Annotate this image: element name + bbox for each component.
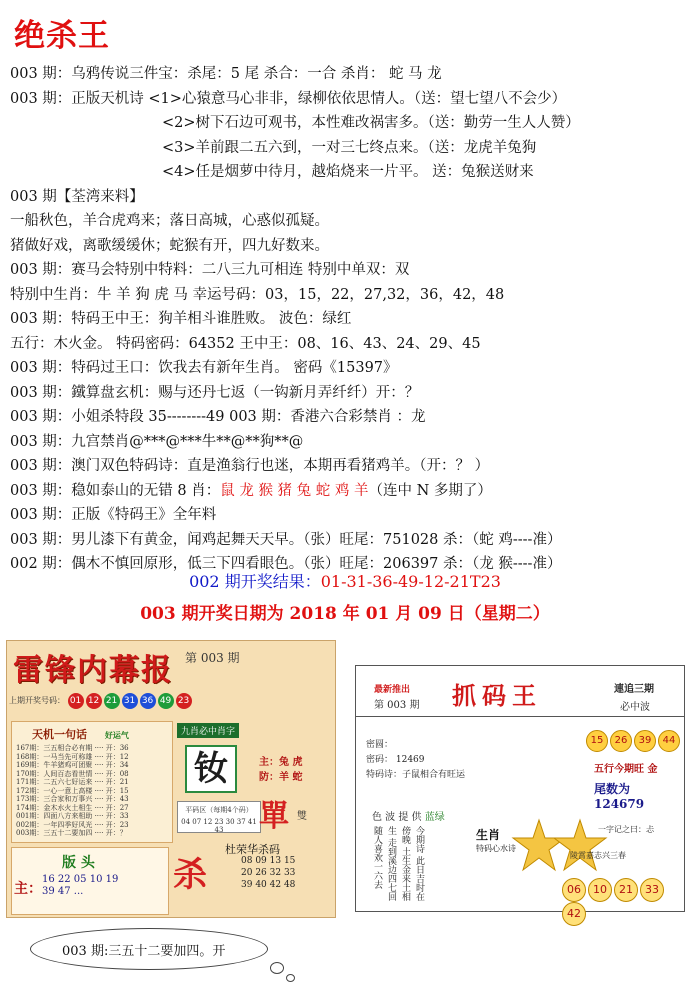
prev-draw-ball: 49 (158, 693, 174, 709)
ping-label: 平码区（每期4个码） (185, 806, 253, 814)
tianji-row: 168期：一马当先可称雄 ···· 开：12 (16, 752, 129, 761)
color-wave-tag: 蓝绿 (424, 812, 445, 823)
prediction-line-text: 003 期：小姐杀特段 35--------49 003 期：香港六合彩禁肖 ：龙 (10, 409, 426, 425)
tianji-title: 天机一句话 (32, 728, 87, 741)
banner-c-row: 39 47 ... (42, 886, 84, 897)
pick-number: 15 (586, 730, 608, 752)
poster-left-bottom (11, 847, 169, 915)
pick-number: 26 (610, 730, 632, 752)
sha-number-row: 20 26 32 33 (241, 868, 296, 878)
weishu-line: 尾数为 124679 (594, 782, 645, 811)
sha-numbers (241, 855, 295, 891)
pick-number: 44 (658, 730, 680, 752)
poem-title: 今期诗 (414, 826, 424, 853)
one-word-line: 一字记之曰：忐 (598, 825, 654, 834)
result-line (0, 570, 690, 595)
tianji-subtitle: 好运气 (104, 730, 129, 740)
prediction-line (10, 111, 686, 136)
prediction-line-text: 五行：木火金。 特码密码：64352 王中王：08、16、43、24、29、45 (10, 335, 481, 352)
prediction-line (10, 209, 686, 234)
poster-right-header (356, 666, 684, 717)
prediction-line (10, 185, 686, 210)
prediction-line-text: 002 期：偶木不慎回原形，低三下四看眼色。（张）旺尾：206397 杀：（龙 猴----准） (10, 556, 562, 572)
tianji-row: 003期：三五十二要加四 ···· 开：？ (16, 829, 127, 837)
prediction-line (10, 405, 686, 430)
sha-title: 杜荣华杀码 (225, 843, 280, 856)
zhu-text: 主：兔 虎 (259, 757, 303, 768)
tianji-row: 171期：二五六七好运来 ···· 开：21 (16, 778, 129, 786)
prediction-line-text: <4>任是烟萝中待月，越焰烧来一片平。 送：兔猴送财来 (162, 164, 534, 180)
poster-left-prev-draw (9, 693, 329, 715)
tianji-row: 001期：四面八方来相助 ···· 开：33 (16, 812, 129, 820)
wuxing-line: 五行今期旺 金 (594, 764, 658, 775)
prediction-line (10, 528, 686, 553)
tianji-row: 173期：三合家和万事兴 ···· 开：43 (16, 795, 129, 803)
prediction-line-red: 鼠 龙 猴 猪 兔 蛇 鸡 羊 (220, 482, 369, 499)
prediction-line-text: 003 期：男儿漆下有黄金，闻鸡起舞天天早。（张）旺尾：751028 杀：（蛇 鸡----准） (10, 531, 562, 548)
bi-label: 必中波 (620, 702, 650, 713)
color-wave-line (372, 808, 445, 823)
tianji-row: 174期：金木水火土相生 ···· 开：27 (16, 803, 129, 812)
zodiac-sub: 特码心水诗 (476, 844, 516, 853)
cloud-dot (270, 962, 284, 974)
prediction-line (10, 136, 686, 161)
zodiac-label (476, 826, 516, 854)
poster-right-info-row: 密码： 12469 (366, 755, 425, 765)
prediction-line (10, 62, 686, 87)
poem-text: 此日吉时在傍晚 土生金来土相生 走到溪边四七回 随人喜欢一六去 (372, 826, 424, 901)
prediction-line-text: 特别中生肖：牛 羊 狗 虎 马 幸运号码：03，15，22，27,32，36，42，48 (10, 286, 505, 303)
prediction-line (10, 258, 686, 283)
ling-line: 陵霄嘉志兴三春 (570, 851, 626, 860)
prev-draw-ball: 36 (140, 693, 156, 709)
prev-draw-ball: 31 (122, 693, 138, 709)
bottom-number: 06 (562, 878, 586, 902)
new-label: 最新推出 (374, 685, 411, 695)
prediction-line-text: 003 期：乌鸦传说三件宝：杀尾：5 尾 杀合：一合 杀肖： 蛇 马 龙 (10, 66, 442, 82)
prediction-line-text: 003 期：鐵算盘玄机：赐与还丹七返（一钩新月弄纤纤）开：？ (10, 384, 420, 401)
bottom-number: 21 (614, 878, 638, 902)
result-label: 002 期开奖结果： (189, 572, 321, 591)
bottom-number: 42 (562, 902, 586, 926)
poster-right-title: 抓码王 (452, 682, 542, 710)
prediction-line-text: <3>羊前跟二五六到，一对三七终点来。（送：龙虎羊兔狗 (162, 139, 537, 156)
prediction-line (10, 479, 686, 504)
prev-draw-ball: 21 (104, 693, 120, 709)
tianji-row: 170期：人间百态看世情 ···· 开：08 (16, 769, 129, 778)
prediction-line-text: 003 期【荃湾来料】 (10, 188, 144, 205)
poster-right-numbers (586, 730, 682, 752)
cloud-dot (286, 974, 295, 982)
zodiac-title: 生肖 (476, 828, 501, 842)
prediction-line (10, 332, 686, 357)
tianji-row: 172期：一心一意上高楼 ···· 开：15 (16, 786, 129, 795)
poster-right-info-row: 密圆： (366, 740, 394, 750)
poster-right-bottom-numbers (562, 878, 684, 926)
prediction-line-text: <2>树下石边可观书，本性难改祸害多。（送：勤劳一生人人赞） (162, 115, 580, 131)
next-draw-line: 003 期开奖日期为 2018 年 01 月 09 日（星期二） (140, 604, 550, 624)
nine-zodiac-tag: 九肖必中肖字 (177, 723, 239, 738)
prediction-line-text: 003 期：澳门双色特码诗：直是渔翁行也迷，本期再看猪鸡羊。（开：？ ） (10, 458, 490, 474)
kill-icon: 杀 (173, 855, 207, 895)
prediction-lines (10, 62, 686, 577)
prediction-line (10, 234, 686, 259)
prev-draw-ball: 23 (176, 693, 192, 709)
tianji-row: 002期：一年四季好风光 ···· 开：23 (16, 820, 129, 829)
prediction-line-text: 003 期：特码王中王：狗羊相斗谁胜败。 波色：绿红 (10, 311, 352, 327)
prediction-line (10, 307, 686, 332)
tianji-row (12, 838, 172, 847)
banner-a: 版 头 (62, 855, 95, 871)
fang-text: 防：羊 蛇 (259, 772, 303, 783)
sha-number-row: 08 09 13 15 (241, 856, 296, 866)
poster-right-issue: 第 003 期 (374, 700, 420, 711)
prediction-line (10, 503, 686, 528)
page-title: 绝杀王 (14, 18, 110, 54)
bottom-number: 33 (640, 878, 664, 902)
single-character: 單 (259, 799, 289, 834)
prev-draw-label: 上期开奖号码： (9, 696, 65, 705)
prediction-line-text: 003 期：九宫禁肖@***@***牛**@**狗**@ (10, 433, 304, 450)
prediction-line-text: 一船秋色，羊合虎鸡来；落日高城，心惑似孤疑。 (10, 213, 329, 229)
poster-leifeng (6, 640, 336, 918)
color-wave-label: 色 波 提 供 (372, 812, 422, 823)
tianji-row: 167期：三五相合必有期 ···· 开：36 (16, 744, 129, 752)
prediction-line-text: 003 期：正版天机诗 <1>心猿意马心非非，绿柳依依思情人。（送：望七望八不会少） (10, 90, 567, 107)
prediction-line (10, 356, 686, 381)
key-character: 钕 (185, 745, 237, 793)
bottom-number: 10 (588, 878, 612, 902)
cloud-text: 003 期:三五十二要加四。开 (62, 944, 226, 959)
prediction-line (10, 381, 686, 406)
prediction-line-text: 003 期：稳如泰山的无错 8 肖： (10, 482, 221, 499)
banner-c-row: 16 22 05 10 19 (42, 874, 119, 885)
main-zodiac (259, 753, 302, 783)
prediction-line (10, 430, 686, 455)
prediction-line-text: 003 期：特码过王口：饮我去有新年生肖。 密码《15397》 (10, 360, 398, 376)
sha-number-row: 39 40 42 48 (241, 880, 296, 890)
banner-b: 主： (14, 881, 42, 897)
ping-numbers: 04 07 12 23 30 37 41 43 (181, 818, 257, 834)
prediction-line-after: （连中 N 多期了） (368, 482, 492, 499)
poster-right-info-row: 特码诗：子鼠相合有旺运 (366, 770, 466, 780)
prediction-line-text: 003 期：赛马会特别中特料：二八三九可相连 特别中单双：双 (10, 262, 410, 278)
poster-left-title: 雷锋内幕报 (13, 653, 173, 688)
pick-number: 39 (634, 730, 656, 752)
tianji-panel (11, 721, 173, 843)
prediction-line (10, 160, 686, 185)
prediction-line (10, 454, 686, 479)
prediction-line (10, 87, 686, 112)
double-character: 雙 (297, 811, 307, 822)
poster-left-issue: 第 003 期 (185, 651, 240, 665)
banner-c (42, 874, 118, 898)
poster-zhuamawang (355, 665, 685, 920)
lian-label: 連追三期 (614, 684, 654, 695)
poster-right-info (366, 738, 465, 783)
ping-box (177, 801, 261, 833)
prev-draw-ball: 01 (68, 693, 84, 709)
prev-draw-balls (68, 696, 194, 705)
prediction-line-text: 猪做好戏，离歌缓缓休；蛇猴有开，四九好数来。 (10, 237, 329, 254)
tianji-row: 169期：牛羊猪鸡可团聚 ···· 开：34 (16, 761, 129, 769)
prediction-line-text: 003 期：正版《特码王》全年料 (10, 507, 217, 523)
poem-vertical (370, 826, 426, 906)
prediction-line (10, 283, 686, 308)
result-numbers: 01-31-36-49-12-21T23 (320, 572, 501, 591)
prev-draw-ball: 12 (86, 693, 102, 709)
